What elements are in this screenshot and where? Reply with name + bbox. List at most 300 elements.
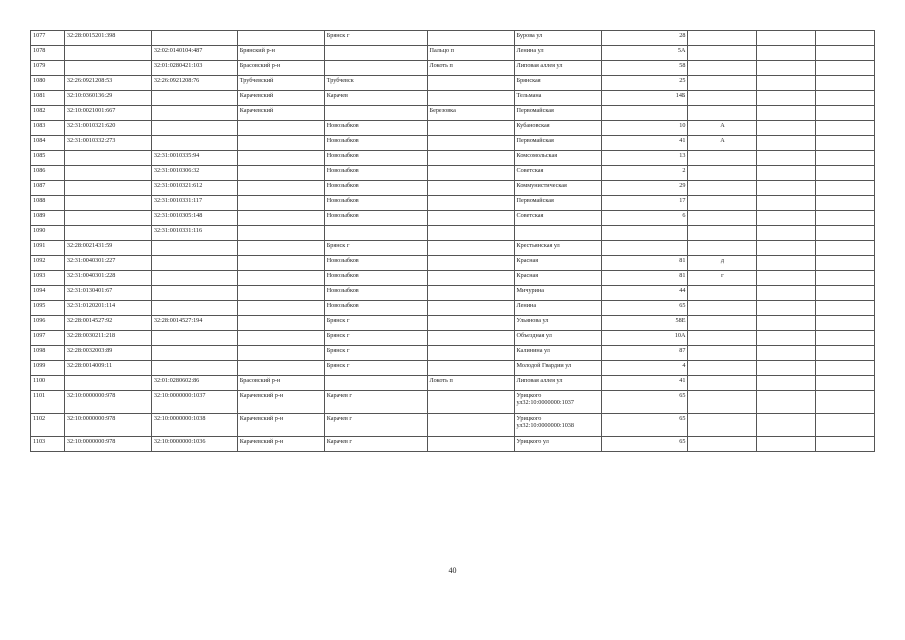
table-row [31, 346, 875, 361]
district-cell: Карачевский [237, 91, 324, 106]
street-cell: Молодой Гвардии ул [514, 361, 601, 376]
extra-cell-2 [816, 106, 875, 121]
district-cell [237, 136, 324, 151]
house-number-cell: 10 [601, 121, 688, 136]
extra-cell-2 [816, 361, 875, 376]
district-cell: Трубчевский [237, 76, 324, 91]
registry-table [30, 30, 875, 452]
extra-cell [757, 346, 816, 361]
extra-cell-2 [816, 301, 875, 316]
settlement-cell [427, 181, 514, 196]
district-cell: Карачевский [237, 106, 324, 121]
district-cell [237, 286, 324, 301]
district-cell [237, 181, 324, 196]
extra-cell-2 [816, 61, 875, 76]
extra-cell [757, 211, 816, 226]
extra-cell [757, 437, 816, 452]
extra-cell-2 [816, 46, 875, 61]
cadastral-number-cell [64, 376, 151, 391]
city-cell: Карачев г [324, 414, 427, 437]
building-letter-cell [688, 376, 757, 391]
row-number-cell: 1096 [31, 316, 65, 331]
city-cell: Брянск г [324, 361, 427, 376]
city-cell: Брянск г [324, 31, 427, 46]
settlement-cell [427, 437, 514, 452]
cadastral-number-cell [64, 151, 151, 166]
table-row [31, 121, 875, 136]
settlement-cell [427, 346, 514, 361]
extra-cell [757, 121, 816, 136]
extra-cell-2 [816, 226, 875, 241]
settlement-cell [427, 91, 514, 106]
street-cell: Ульянова ул [514, 316, 601, 331]
row-number-cell: 1098 [31, 346, 65, 361]
related-cadastral-cell [151, 91, 237, 106]
related-cadastral-cell [151, 286, 237, 301]
settlement-cell [427, 316, 514, 331]
table-row [31, 31, 875, 46]
house-number-cell: 81 [601, 271, 688, 286]
city-cell: Трубчевск [324, 76, 427, 91]
city-cell [324, 61, 427, 76]
row-number-cell: 1103 [31, 437, 65, 452]
settlement-cell [427, 271, 514, 286]
house-number-cell: 6 [601, 211, 688, 226]
city-cell: Брянск г [324, 346, 427, 361]
house-number-cell: 44 [601, 286, 688, 301]
district-cell [237, 256, 324, 271]
cadastral-number-cell: 32:31:0010321:620 [64, 121, 151, 136]
settlement-cell [427, 211, 514, 226]
related-cadastral-cell [151, 121, 237, 136]
related-cadastral-cell [151, 241, 237, 256]
street-cell: Бурова ул [514, 31, 601, 46]
related-cadastral-cell: 32:31:0010331:116 [151, 226, 237, 241]
street-cell: Кубановская [514, 121, 601, 136]
building-letter-cell [688, 31, 757, 46]
city-cell: Новозыбков [324, 121, 427, 136]
extra-cell [757, 414, 816, 437]
street-cell: Объездная ул [514, 331, 601, 346]
city-cell: Брянск г [324, 241, 427, 256]
building-letter-cell [688, 61, 757, 76]
related-cadastral-cell: 32:02:0140104:487 [151, 46, 237, 61]
city-cell: Новозыбков [324, 301, 427, 316]
cadastral-number-cell: 32:10:0000000:978 [64, 391, 151, 414]
extra-cell [757, 316, 816, 331]
table-row [31, 286, 875, 301]
settlement-cell: Локоть п [427, 61, 514, 76]
house-number-cell: 58Е [601, 316, 688, 331]
house-number-cell [601, 241, 688, 256]
related-cadastral-cell [151, 31, 237, 46]
related-cadastral-cell: 32:28:0014527:194 [151, 316, 237, 331]
table-row [31, 46, 875, 61]
cadastral-number-cell: 32:10:0021001:667 [64, 106, 151, 121]
street-cell: Урицкого ул32:10:0000000:1038 [514, 414, 601, 437]
extra-cell [757, 76, 816, 91]
building-letter-cell [688, 286, 757, 301]
extra-cell [757, 31, 816, 46]
extra-cell [757, 286, 816, 301]
cadastral-number-cell: 32:28:0032003:89 [64, 346, 151, 361]
city-cell: Карачев г [324, 437, 427, 452]
related-cadastral-cell [151, 106, 237, 121]
cadastral-number-cell: 32:28:0014009:11 [64, 361, 151, 376]
city-cell: Карачев [324, 91, 427, 106]
cadastral-number-cell [64, 226, 151, 241]
house-number-cell: 81 [601, 256, 688, 271]
cadastral-number-cell: 32:10:0000000:978 [64, 414, 151, 437]
district-cell [237, 196, 324, 211]
table-row [31, 196, 875, 211]
extra-cell-2 [816, 241, 875, 256]
building-letter-cell [688, 391, 757, 414]
city-cell [324, 226, 427, 241]
settlement-cell [427, 301, 514, 316]
settlement-cell [427, 286, 514, 301]
extra-cell [757, 46, 816, 61]
street-cell: Тельмана [514, 91, 601, 106]
table-row [31, 376, 875, 391]
city-cell: Новозыбков [324, 166, 427, 181]
settlement-cell [427, 76, 514, 91]
related-cadastral-cell: 32:10:0000000:1037 [151, 391, 237, 414]
house-number-cell: 58 [601, 61, 688, 76]
street-cell: Крестьянская ул [514, 241, 601, 256]
extra-cell [757, 361, 816, 376]
row-number-cell: 1080 [31, 76, 65, 91]
table-row [31, 166, 875, 181]
house-number-cell: 41 [601, 136, 688, 151]
cadastral-number-cell: 32:10:0000000:978 [64, 437, 151, 452]
extra-cell-2 [816, 376, 875, 391]
building-letter-cell [688, 316, 757, 331]
row-number-cell: 1089 [31, 211, 65, 226]
table-row [31, 361, 875, 376]
city-cell: Новозыбков [324, 286, 427, 301]
city-cell: Карачев г [324, 391, 427, 414]
table-row [31, 437, 875, 452]
cadastral-number-cell: 32:28:0014527:92 [64, 316, 151, 331]
row-number-cell: 1087 [31, 181, 65, 196]
row-number-cell: 1091 [31, 241, 65, 256]
table-row [31, 226, 875, 241]
house-number-cell: 65 [601, 301, 688, 316]
row-number-cell: 1090 [31, 226, 65, 241]
row-number-cell: 1086 [31, 166, 65, 181]
settlement-cell [427, 121, 514, 136]
row-number-cell: 1093 [31, 271, 65, 286]
cadastral-number-cell: 32:31:0040301:228 [64, 271, 151, 286]
cadastral-number-cell [64, 61, 151, 76]
building-letter-cell: А [688, 136, 757, 151]
house-number-cell: 5А [601, 46, 688, 61]
city-cell: Новозыбков [324, 271, 427, 286]
cadastral-number-cell: 32:31:0010332:273 [64, 136, 151, 151]
related-cadastral-cell [151, 136, 237, 151]
related-cadastral-cell: 32:31:0010321:612 [151, 181, 237, 196]
extra-cell-2 [816, 414, 875, 437]
related-cadastral-cell [151, 271, 237, 286]
building-letter-cell [688, 346, 757, 361]
district-cell: Карачевский р-н [237, 437, 324, 452]
street-cell: Липовая аллея ул [514, 376, 601, 391]
extra-cell-2 [816, 196, 875, 211]
district-cell [237, 346, 324, 361]
row-number-cell: 1095 [31, 301, 65, 316]
table-row [31, 136, 875, 151]
street-cell: Коммунистическая [514, 181, 601, 196]
extra-cell-2 [816, 331, 875, 346]
cadastral-number-cell [64, 196, 151, 211]
cadastral-number-cell: 32:31:0040301:227 [64, 256, 151, 271]
city-cell: Новозыбков [324, 256, 427, 271]
cadastral-number-cell: 32:28:0015201:398 [64, 31, 151, 46]
house-number-cell: 41 [601, 376, 688, 391]
street-cell: Калинина ул [514, 346, 601, 361]
extra-cell-2 [816, 391, 875, 414]
city-cell [324, 376, 427, 391]
extra-cell-2 [816, 271, 875, 286]
building-letter-cell [688, 76, 757, 91]
building-letter-cell [688, 331, 757, 346]
building-letter-cell [688, 106, 757, 121]
building-letter-cell [688, 196, 757, 211]
related-cadastral-cell: 32:31:0010335:94 [151, 151, 237, 166]
building-letter-cell: г [688, 271, 757, 286]
district-cell: Карачевский р-н [237, 391, 324, 414]
extra-cell-2 [816, 31, 875, 46]
extra-cell-2 [816, 181, 875, 196]
settlement-cell [427, 391, 514, 414]
city-cell: Новозыбков [324, 181, 427, 196]
related-cadastral-cell: 32:31:0010305:148 [151, 211, 237, 226]
table-row [31, 241, 875, 256]
extra-cell [757, 376, 816, 391]
house-number-cell: 28 [601, 31, 688, 46]
district-cell [237, 226, 324, 241]
building-letter-cell [688, 241, 757, 256]
extra-cell-2 [816, 91, 875, 106]
extra-cell-2 [816, 121, 875, 136]
row-number-cell: 1092 [31, 256, 65, 271]
district-cell: Брянский р-н [237, 46, 324, 61]
related-cadastral-cell [151, 346, 237, 361]
district-cell [237, 151, 324, 166]
house-number-cell: 65 [601, 391, 688, 414]
cadastral-number-cell: 32:26:0921208:53 [64, 76, 151, 91]
row-number-cell: 1102 [31, 414, 65, 437]
street-cell: Советская [514, 211, 601, 226]
building-letter-cell [688, 361, 757, 376]
settlement-cell [427, 226, 514, 241]
district-cell [237, 31, 324, 46]
row-number-cell: 1084 [31, 136, 65, 151]
house-number-cell: 2 [601, 166, 688, 181]
table-row [31, 61, 875, 76]
extra-cell-2 [816, 151, 875, 166]
street-cell [514, 226, 601, 241]
settlement-cell [427, 196, 514, 211]
extra-cell [757, 181, 816, 196]
table-row [31, 331, 875, 346]
street-cell: Урицкого ул [514, 437, 601, 452]
table-row [31, 106, 875, 121]
building-letter-cell [688, 301, 757, 316]
house-number-cell: 14Б [601, 91, 688, 106]
extra-cell-2 [816, 437, 875, 452]
district-cell: Брасовский р-н [237, 376, 324, 391]
city-cell: Новозыбков [324, 151, 427, 166]
row-number-cell: 1088 [31, 196, 65, 211]
table-row [31, 76, 875, 91]
house-number-cell: 13 [601, 151, 688, 166]
table-row [31, 91, 875, 106]
extra-cell [757, 241, 816, 256]
extra-cell [757, 256, 816, 271]
settlement-cell [427, 256, 514, 271]
street-cell: Урицкого ул32:10:0000000:1037 [514, 391, 601, 414]
related-cadastral-cell: 32:26:0921208:76 [151, 76, 237, 91]
row-number-cell: 1101 [31, 391, 65, 414]
settlement-cell: Пальцо п [427, 46, 514, 61]
building-letter-cell [688, 151, 757, 166]
district-cell [237, 166, 324, 181]
district-cell [237, 361, 324, 376]
table-row [31, 256, 875, 271]
extra-cell-2 [816, 211, 875, 226]
street-cell: Красная [514, 256, 601, 271]
table-row [31, 151, 875, 166]
extra-cell [757, 61, 816, 76]
house-number-cell: 4 [601, 361, 688, 376]
row-number-cell: 1077 [31, 31, 65, 46]
row-number-cell: 1082 [31, 106, 65, 121]
table-row [31, 271, 875, 286]
related-cadastral-cell [151, 361, 237, 376]
table-row [31, 316, 875, 331]
related-cadastral-cell: 32:31:0010306:32 [151, 166, 237, 181]
cadastral-number-cell [64, 211, 151, 226]
cadastral-number-cell: 32:10:0360136:29 [64, 91, 151, 106]
building-letter-cell [688, 211, 757, 226]
city-cell: Брянск г [324, 316, 427, 331]
extra-cell [757, 91, 816, 106]
street-cell: Мичурина [514, 286, 601, 301]
district-cell [237, 241, 324, 256]
related-cadastral-cell: 32:10:0000000:1038 [151, 414, 237, 437]
cadastral-number-cell [64, 181, 151, 196]
city-cell: Новозыбков [324, 136, 427, 151]
row-number-cell: 1097 [31, 331, 65, 346]
table-row [31, 211, 875, 226]
district-cell [237, 301, 324, 316]
district-cell [237, 211, 324, 226]
extra-cell [757, 301, 816, 316]
cadastral-number-cell: 32:28:0021431:59 [64, 241, 151, 256]
street-cell: Советская [514, 166, 601, 181]
table-row [31, 181, 875, 196]
building-letter-cell [688, 181, 757, 196]
settlement-cell [427, 151, 514, 166]
building-letter-cell [688, 91, 757, 106]
related-cadastral-cell: 32:01:0280602:86 [151, 376, 237, 391]
city-cell [324, 106, 427, 121]
table-body [31, 31, 875, 452]
row-number-cell: 1099 [31, 361, 65, 376]
house-number-cell: 17 [601, 196, 688, 211]
extra-cell [757, 136, 816, 151]
extra-cell-2 [816, 346, 875, 361]
cadastral-number-cell [64, 166, 151, 181]
building-letter-cell: А [688, 121, 757, 136]
settlement-cell [427, 331, 514, 346]
extra-cell-2 [816, 166, 875, 181]
house-number-cell [601, 106, 688, 121]
extra-cell [757, 166, 816, 181]
building-letter-cell: д [688, 256, 757, 271]
house-number-cell: 65 [601, 437, 688, 452]
city-cell: Новозыбков [324, 196, 427, 211]
cadastral-number-cell: 32:28:0030211:218 [64, 331, 151, 346]
street-cell: Комсомольская [514, 151, 601, 166]
district-cell [237, 331, 324, 346]
related-cadastral-cell [151, 331, 237, 346]
street-cell: Ленина [514, 301, 601, 316]
row-number-cell: 1085 [31, 151, 65, 166]
extra-cell [757, 271, 816, 286]
related-cadastral-cell: 32:01:0280421:103 [151, 61, 237, 76]
extra-cell [757, 391, 816, 414]
building-letter-cell [688, 46, 757, 61]
extra-cell [757, 106, 816, 121]
house-number-cell: 10А [601, 331, 688, 346]
city-cell [324, 46, 427, 61]
extra-cell-2 [816, 76, 875, 91]
house-number-cell: 25 [601, 76, 688, 91]
extra-cell [757, 226, 816, 241]
row-number-cell: 1083 [31, 121, 65, 136]
settlement-cell [427, 136, 514, 151]
extra-cell [757, 331, 816, 346]
house-number-cell [601, 226, 688, 241]
district-cell [237, 271, 324, 286]
related-cadastral-cell: 32:31:0010331:117 [151, 196, 237, 211]
settlement-cell [427, 166, 514, 181]
extra-cell-2 [816, 286, 875, 301]
building-letter-cell [688, 437, 757, 452]
settlement-cell: Березовка [427, 106, 514, 121]
street-cell: Первомайская [514, 106, 601, 121]
building-letter-cell [688, 414, 757, 437]
street-cell: Липовая аллея ул [514, 61, 601, 76]
extra-cell [757, 151, 816, 166]
street-cell: Брянская [514, 76, 601, 91]
building-letter-cell [688, 166, 757, 181]
street-cell: Первомайская [514, 196, 601, 211]
street-cell: Красная [514, 271, 601, 286]
extra-cell-2 [816, 316, 875, 331]
district-cell: Брасовский р-н [237, 61, 324, 76]
district-cell [237, 316, 324, 331]
row-number-cell: 1078 [31, 46, 65, 61]
building-letter-cell [688, 226, 757, 241]
street-cell: Ленина ул [514, 46, 601, 61]
extra-cell-2 [816, 136, 875, 151]
settlement-cell [427, 414, 514, 437]
row-number-cell: 1100 [31, 376, 65, 391]
